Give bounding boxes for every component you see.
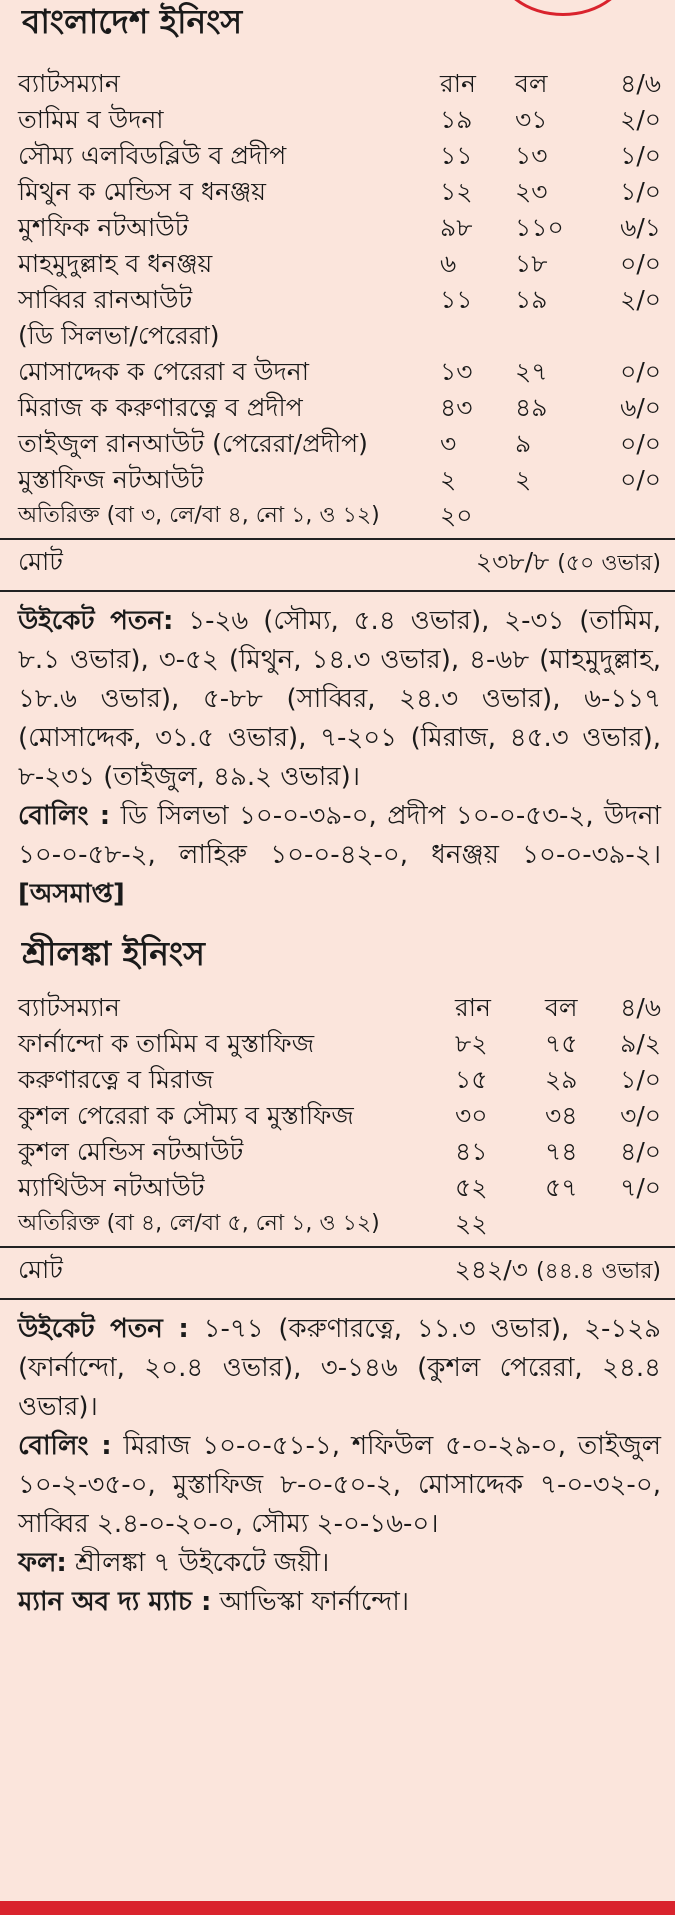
balls-cell: ১১০ bbox=[515, 213, 564, 242]
srilanka-batting-table bbox=[0, 990, 675, 1242]
runs-cell: ১৫ bbox=[455, 1065, 488, 1094]
table-row bbox=[0, 354, 675, 390]
batsman-cell: মোসাদ্দেক ক পেরেরা ব উদনা bbox=[18, 357, 309, 386]
balls-cell: ৩৪ bbox=[545, 1101, 578, 1130]
table-row bbox=[0, 174, 675, 210]
table-row bbox=[0, 1062, 675, 1098]
balls-cell: ৯ bbox=[515, 429, 532, 458]
balls-cell: ৫৭ bbox=[545, 1173, 578, 1202]
balls-cell: বল bbox=[545, 993, 578, 1022]
table-row bbox=[0, 1098, 675, 1134]
match-result bbox=[0, 1544, 675, 1583]
table-row bbox=[0, 102, 675, 138]
boundaries-cell: ১/০ bbox=[620, 141, 661, 170]
bangladesh-batting-table bbox=[0, 66, 675, 534]
total-overs: (৪৪.৪ ওভার) bbox=[535, 1259, 661, 1284]
batsman-cell: সৌম্য এলবিডব্লিউ ব প্রদীপ bbox=[18, 141, 287, 170]
batsman-cell: মুস্তাফিজ নটআউট bbox=[18, 465, 204, 494]
mom-label: ম্যান অব দ্য ম্যাচ : bbox=[18, 1587, 212, 1617]
boundaries-cell: ০/০ bbox=[620, 465, 661, 494]
result-text: শ্রীলঙ্কা ৭ উইকেটে জয়ী। bbox=[66, 1548, 330, 1578]
batsman-cell: ফার্নান্দো ক তামিম ব মুস্তাফিজ bbox=[18, 1029, 315, 1058]
table-row bbox=[0, 1026, 675, 1062]
batsman-cell: করুণারত্নে ব মিরাজ bbox=[18, 1065, 214, 1094]
bowling-label: বোলিং : bbox=[18, 801, 111, 831]
bangladesh-fall-of-wickets bbox=[0, 602, 675, 797]
balls-cell: ১৮ bbox=[515, 249, 548, 278]
extras-label: অতিরিক্ত (বা ৩, লে/বা ৪, নো ১, ও ১২) bbox=[18, 503, 380, 528]
mom-text: আভিস্কা ফার্নান্দো। bbox=[211, 1587, 410, 1617]
runs-cell: রান bbox=[440, 69, 476, 98]
boundaries-cell: ৯/২ bbox=[620, 1029, 661, 1058]
fow-text: ১-২৬ (সৌম্য, ৫.৪ ওভার), ২-৩১ (তামিম, ৮.১ ওভার), ৩-৫২ (মিথুন, ১৪.৩ ওভার), ৪-৬৮ (মাহমুদুল্লাহ, ১৮.৬ ওভার), ৫-৮৮ (সাব্বির, ২৪.৩ ওভার), ৬-১১৭ (মোসাদ্দেক, ৩১.৫ ওভার), ৭-২০১ (মিরাজ, ৪৫.৩ ওভার), ৮-২৩১ (তাইজুল, ৪৯.২ ওভার)। bbox=[18, 606, 661, 792]
boundaries-cell: ৪/৬ bbox=[620, 993, 661, 1022]
balls-cell: ১৩ bbox=[515, 141, 548, 170]
batsman-cell: কুশল পেরেরা ক সৌম্য ব মুস্তাফিজ bbox=[18, 1101, 354, 1130]
man-of-the-match bbox=[0, 1583, 675, 1622]
batsman-cell: মুশফিক নটআউট bbox=[18, 213, 189, 242]
extras-value: ২০ bbox=[440, 501, 473, 530]
boundaries-cell: ০/০ bbox=[620, 249, 661, 278]
balls-cell: বল bbox=[515, 69, 548, 98]
bangladesh-bowling bbox=[0, 797, 675, 914]
extras-value: ২২ bbox=[455, 1209, 488, 1238]
table-row bbox=[0, 318, 675, 354]
boundaries-cell: ০/০ bbox=[620, 357, 661, 386]
total-label: মোট bbox=[18, 547, 63, 576]
runs-cell: ৯৮ bbox=[440, 213, 473, 242]
batsman-cell: ব্যাটসম্যান bbox=[18, 69, 120, 98]
runs-cell: ২ bbox=[440, 465, 457, 494]
extras-label: অতিরিক্ত (বা ৪, লে/বা ৫, নো ১, ও ১২) bbox=[18, 1211, 380, 1236]
runs-cell: ১৯ bbox=[440, 105, 473, 134]
boundaries-cell: ৪/৬ bbox=[620, 69, 661, 98]
fow-label: উইকেট পতন: bbox=[18, 606, 174, 636]
fow-label: উইকেট পতন : bbox=[18, 1314, 189, 1344]
boundaries-cell: ৪/০ bbox=[620, 1137, 661, 1166]
runs-cell: ১২ bbox=[440, 177, 473, 206]
balls-cell: ২৭ bbox=[515, 357, 548, 386]
table-header-row bbox=[0, 66, 675, 102]
boundaries-cell bbox=[595, 318, 675, 354]
boundaries-cell: ২/০ bbox=[620, 105, 661, 134]
balls-cell: ৪৯ bbox=[515, 393, 548, 422]
table-row bbox=[0, 390, 675, 426]
batsman-cell: (ডি সিলভা/পেরেরা) bbox=[18, 321, 220, 350]
srilanka-innings-title: শ্রীলঙ্কা ইনিংস bbox=[22, 934, 205, 973]
runs-cell: ১৩ bbox=[440, 357, 473, 386]
table-row bbox=[0, 462, 675, 498]
runs-cell: ৫২ bbox=[455, 1173, 488, 1202]
runs-cell: ৩ bbox=[440, 429, 457, 458]
bangladesh-total-row bbox=[0, 540, 675, 586]
runs-cell bbox=[440, 318, 515, 354]
balls-cell bbox=[515, 318, 595, 354]
runs-cell: ৪৩ bbox=[440, 393, 473, 422]
bowling-text: মিরাজ ১০-০-৫১-১, শফিউল ৫-০-২৯-০, তাইজুল ১০-২-৩৫-০, মুস্তাফিজ ৮-০-৫০-২, মোসাদ্দেক ৭-০-৩২-০, সাব্বির ২.৪-০-২০-০, সৌম্য ২-০-১৬-০। bbox=[18, 1431, 662, 1539]
balls-cell: ১৯ bbox=[515, 285, 548, 314]
total-overs: (৫০ ওভার) bbox=[557, 551, 661, 576]
boundaries-cell: ১/০ bbox=[620, 1065, 661, 1094]
batsman-cell: মাহমুদুল্লাহ ব ধনঞ্জয় bbox=[18, 249, 213, 278]
boundaries-cell: ৭/০ bbox=[620, 1173, 661, 1202]
srilanka-bowling bbox=[0, 1427, 675, 1544]
boundaries-cell: ৬/০ bbox=[620, 393, 661, 422]
bottom-accent-bar bbox=[0, 1901, 675, 1915]
runs-cell: ১১ bbox=[440, 285, 473, 314]
table-header-row bbox=[0, 990, 675, 1026]
bowling-text: ডি সিলভা ১০-০-৩৯-০, প্রদীপ ১০-০-৫৩-২, উদনা ১০-০-৫৮-২, লাহিরু ১০-০-৪২-০, ধনঞ্জয় ১০-০-৩৯-২। bbox=[18, 801, 662, 870]
srilanka-total-row bbox=[0, 1248, 675, 1294]
boundaries-cell: ০/০ bbox=[620, 429, 661, 458]
table-row bbox=[0, 138, 675, 174]
table-row bbox=[0, 282, 675, 318]
table-row bbox=[0, 1134, 675, 1170]
batsman-cell: কুশল মেন্ডিস নটআউট bbox=[18, 1137, 244, 1166]
total-label: মোট bbox=[18, 1255, 63, 1284]
bowling-tail: [অসমাপ্ত] bbox=[18, 879, 125, 909]
boundaries-cell: ২/০ bbox=[620, 285, 661, 314]
table-row bbox=[0, 426, 675, 462]
batsman-cell: মিথুন ক মেন্ডিস ব ধনঞ্জয় bbox=[18, 177, 267, 206]
boundaries-cell: ১/০ bbox=[620, 177, 661, 206]
balls-cell: ২৩ bbox=[515, 177, 548, 206]
srilanka-fall-of-wickets bbox=[0, 1310, 675, 1427]
balls-cell: ৭৪ bbox=[545, 1137, 578, 1166]
balls-cell: ২৯ bbox=[545, 1065, 578, 1094]
table-row bbox=[0, 246, 675, 282]
batsman-cell: সাব্বির রানআউট bbox=[18, 285, 193, 314]
runs-cell: ১১ bbox=[440, 141, 473, 170]
bowling-label: বোলিং : bbox=[18, 1431, 112, 1461]
boundaries-cell: ৬/১ bbox=[620, 213, 661, 242]
extras-row bbox=[0, 1206, 675, 1242]
boundaries-cell: ৩/০ bbox=[620, 1101, 661, 1130]
batsman-cell: তামিম ব উদনা bbox=[18, 105, 164, 134]
balls-cell: ৩১ bbox=[515, 105, 548, 134]
runs-cell: রান bbox=[455, 993, 491, 1022]
runs-cell: ৩০ bbox=[455, 1101, 488, 1130]
runs-cell: ৪১ bbox=[455, 1137, 488, 1166]
balls-cell: ২ bbox=[515, 465, 532, 494]
batsman-cell: ম্যাথিউস নটআউট bbox=[18, 1173, 205, 1202]
total-value: ২৪২/৩ bbox=[454, 1255, 528, 1284]
balls-cell: ৭৫ bbox=[545, 1029, 578, 1058]
total-value: ২৩৮/৮ bbox=[475, 547, 550, 576]
extras-row bbox=[0, 498, 675, 534]
result-label: ফল: bbox=[18, 1548, 67, 1578]
batsman-cell: তাইজুল রানআউট (পেরেরা/প্রদীপ) bbox=[18, 429, 368, 458]
table-row bbox=[0, 1170, 675, 1206]
runs-cell: ৮২ bbox=[455, 1029, 488, 1058]
table-row bbox=[0, 210, 675, 246]
runs-cell: ৬ bbox=[440, 249, 457, 278]
bangladesh-innings-title: বাংলাদেশ ইনিংস bbox=[22, 2, 243, 41]
fow-text: ১-৭১ (করুণারত্নে, ১১.৩ ওভার), ২-১২৯ (ফার্নান্দো, ২০.৪ ওভার), ৩-১৪৬ (কুশল পেরেরা, ২৪.৪ ওভার)। bbox=[18, 1314, 661, 1422]
batsman-cell: মিরাজ ক করুণারত্নে ব প্রদীপ bbox=[18, 393, 303, 422]
batsman-cell: ব্যাটসম্যান bbox=[18, 993, 120, 1022]
